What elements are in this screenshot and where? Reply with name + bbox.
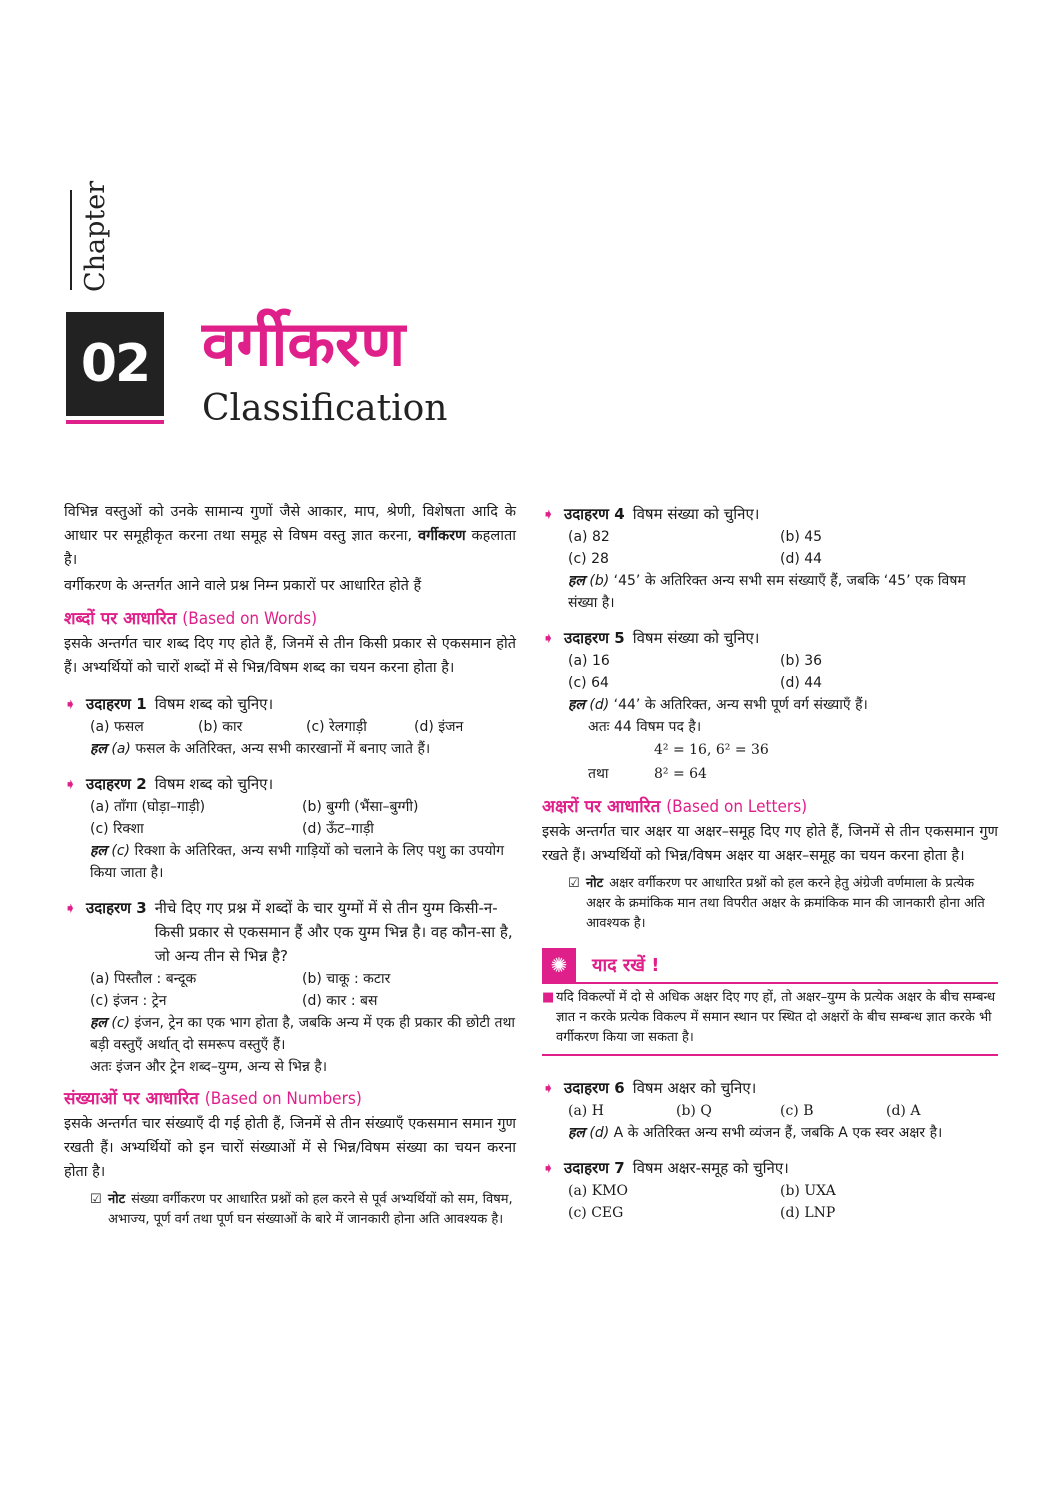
- example-options: [64, 716, 516, 738]
- example-label: उदाहरण 3: [86, 899, 147, 917]
- math-expression: 8² = 64: [654, 766, 707, 782]
- solution-line-2: अतः इंजन और ट्रेन शब्द–युग्म, अन्य से भिन्न है।: [90, 1059, 328, 1075]
- example-options: [64, 796, 516, 840]
- arrow-icon: ➧: [64, 695, 77, 713]
- solution-answer: (d): [589, 697, 610, 713]
- section-heading-en: (Based on Letters): [666, 797, 808, 817]
- note-text: अक्षर वर्गीकरण पर आधारित प्रश्नों को हल करने हेतु अंग्रेजी वर्णमाला के प्रत्येक अक्षर के क्रमांकिक मान तथा विपरीत अक्षर के क्रमांकिक मान की जानकारी होना अति आवश्यक है।: [586, 876, 985, 931]
- example-2: [64, 772, 516, 884]
- example-label: उदाहरण 2: [86, 775, 147, 793]
- option-c: (c) रिक्शा: [90, 821, 144, 837]
- option-b: (b) चाकू : कटार: [302, 971, 391, 987]
- solution: [64, 738, 516, 760]
- solution-line-2: अतः 44 विषम पद है।: [588, 719, 702, 735]
- solution-label: हल: [568, 1125, 585, 1141]
- math-line-2: [542, 762, 998, 786]
- solution: [542, 570, 998, 614]
- letters-section-text: इसके अन्तर्गत चार अक्षर या अक्षर–समूह दिए गए होते हैं, जिनमें से तीन एकसमान गुण रखते हैं। अभ्यर्थियों को भिन्न/विषम अक्षर या अक्षर–समूह का चयन करना होता है।: [542, 824, 998, 864]
- section-heading-en: (Based on Words): [182, 609, 318, 629]
- example-header: [542, 502, 998, 526]
- example-header: [542, 626, 998, 650]
- example-3: [64, 896, 516, 1078]
- option-b: (b) 45: [780, 529, 823, 545]
- solution: [542, 694, 998, 716]
- remember-title: याद रखें !: [592, 955, 660, 976]
- option-c: (c) 28: [568, 551, 609, 567]
- section-heading-en: (Based on Numbers): [204, 1089, 362, 1109]
- intro-bold-term: वर्गीकरण: [418, 528, 466, 544]
- example-5: [542, 626, 998, 786]
- intro-paragraph: [64, 500, 516, 572]
- option-d: (d) 44: [780, 675, 823, 691]
- solution: [64, 840, 516, 884]
- example-header: [542, 1156, 998, 1180]
- solution: [64, 1012, 516, 1056]
- chapter-word: Chapter: [80, 180, 111, 292]
- arrow-icon: ➧: [542, 1079, 555, 1097]
- solution-label: हल: [90, 843, 107, 859]
- option-b: (b) UXA: [780, 1183, 836, 1199]
- intro-text-end: कहलाता है।: [64, 528, 516, 568]
- remember-body: [542, 984, 998, 1050]
- option-a: (a) ताँगा (घोड़ा–गाड़ी): [90, 799, 206, 815]
- option-d: (d) 44: [780, 551, 823, 567]
- words-section-text: इसके अन्तर्गत चार शब्द दिए गए होते हैं, जिनमें से तीन किसी प्रकार से एकसमान होते हैं। अभ्यर्थियों को चारों शब्दों में से भिन्न/विषम शब्द का चयन करना होता है।: [64, 636, 516, 676]
- example-header: [542, 1076, 998, 1100]
- example-options: [542, 526, 998, 570]
- example-options: [64, 968, 516, 1012]
- example-label: उदाहरण 6: [564, 1079, 625, 1097]
- example-question: विषम संख्या को चुनिए।: [632, 629, 760, 647]
- example-question: विषम शब्द को चुनिए।: [154, 695, 274, 713]
- solution-text: A के अतिरिक्त अन्य सभी व्यंजन हैं, जबकि A एक स्वर अक्षर है।: [609, 1125, 943, 1141]
- chapter-rule: [70, 190, 72, 290]
- option-a: (a) फसल: [90, 719, 144, 735]
- option-d: (d) इंजन: [414, 719, 464, 735]
- option-d: (d) कार : बस: [302, 993, 378, 1009]
- example-label: उदाहरण 7: [564, 1159, 625, 1177]
- solution-label: हल: [90, 1015, 107, 1031]
- section-heading-hi: अक्षरों पर आधारित: [542, 797, 661, 817]
- chapter-title-english: Classification: [202, 388, 448, 429]
- remember-box: [542, 948, 998, 1056]
- solution-label: हल: [90, 741, 107, 757]
- example-label: उदाहरण 5: [564, 629, 625, 647]
- option-b: (b) Q: [676, 1103, 712, 1119]
- right-column: [542, 500, 998, 1224]
- section-heading-hi: शब्दों पर आधारित: [64, 609, 177, 629]
- example-question: विषम अक्षर-समूह को चुनिए।: [632, 1159, 789, 1177]
- option-a: (a) KMO: [568, 1183, 628, 1199]
- example-label: उदाहरण 1: [86, 695, 147, 713]
- example-label: उदाहरण 4: [564, 505, 625, 523]
- left-column: [64, 500, 516, 1230]
- option-d: (d) LNP: [780, 1205, 836, 1221]
- remember-header: [542, 948, 998, 984]
- solution-label: हल: [568, 573, 585, 589]
- section-heading-letters: [542, 794, 998, 820]
- solution-text: रिक्शा के अतिरिक्त, अन्य सभी गाड़ियों को चलाने के लिए पशु का उपयोग किया जाता है।: [90, 843, 504, 881]
- option-c: (c) CEG: [568, 1205, 624, 1221]
- solution-answer: (c): [111, 843, 131, 859]
- solution-answer: (b): [589, 573, 610, 589]
- example-question: विषम शब्द को चुनिए।: [154, 775, 274, 793]
- math-connector: तथा: [588, 766, 609, 782]
- option-c: (c) रेलगाड़ी: [306, 719, 367, 735]
- option-c: (c) 64: [568, 675, 609, 691]
- example-7: [542, 1156, 998, 1224]
- solution-answer: (d): [589, 1125, 610, 1141]
- note-letters: [542, 874, 998, 934]
- section-heading-numbers: [64, 1086, 516, 1112]
- example-question: विषम संख्या को चुनिए।: [632, 505, 760, 523]
- example-header: [64, 692, 516, 716]
- solution-text: ‘45’ के अतिरिक्त अन्य सभी सम संख्याएँ हैं, जबकि ‘45’ एक विषम संख्या है।: [568, 573, 966, 611]
- option-a: (a) 16: [568, 653, 610, 669]
- example-1: [64, 692, 516, 760]
- intro-paragraph-2: वर्गीकरण के अन्तर्गत आने वाले प्रश्न निम्न प्रकारों पर आधारित होते हैं: [64, 578, 422, 594]
- option-d: (d) ऊँट–गाड़ी: [302, 821, 374, 837]
- solution: [542, 1122, 998, 1144]
- chapter-underline: [66, 420, 164, 424]
- arrow-icon: ➧: [64, 899, 77, 917]
- note-numbers: [64, 1190, 516, 1230]
- solution-answer: (a): [111, 741, 131, 757]
- solution-answer: (c): [111, 1015, 131, 1031]
- option-d: (d) A: [886, 1103, 921, 1119]
- note-icon: ☑: [90, 1192, 102, 1207]
- solution-text: ‘44’ के अतिरिक्त, अन्य सभी पूर्ण वर्ग संख्याएँ हैं।: [609, 697, 868, 713]
- example-header: [64, 896, 516, 968]
- option-a: (a) 82: [568, 529, 610, 545]
- example-4: [542, 502, 998, 614]
- remember-text: यदि विकल्पों में दो से अधिक अक्षर दिए गए हों, तो अक्षर–युग्म के प्रत्येक अक्षर के बीच सम्बन्ध ज्ञात न करके प्रत्येक विकल्प में समान स्थान पर स्थित दो अक्षरों के बीच सम्बन्ध ज्ञात करके भी वर्गीकरण किया जा सकता है।: [556, 990, 996, 1045]
- arrow-icon: ➧: [64, 775, 77, 793]
- section-heading-words: [64, 606, 516, 632]
- solution-text: इंजन, ट्रेन का एक भाग होता है, जबकि अन्य में एक ही प्रकार की छोटी तथा बड़ी वस्तुएँ अर्थात् दो समरूप वस्तुएँ हैं।: [90, 1015, 516, 1053]
- example-options: [542, 1100, 998, 1122]
- arrow-icon: ➧: [542, 1159, 555, 1177]
- solution-text: फसल के अतिरिक्त, अन्य सभी कारखानों में बनाए जाते हैं।: [130, 741, 431, 757]
- example-6: [542, 1076, 998, 1144]
- option-c: (c) इंजन : ट्रेन: [90, 993, 167, 1009]
- lightbulb-icon: ✺: [542, 948, 576, 982]
- note-icon: ☑: [568, 876, 580, 891]
- example-question: नीचे दिए गए प्रश्न में शब्दों के चार युग्मों में से तीन युग्म किसी-न-किसी प्रकार से एकसमान हैं और एक युग्म भिन्न है। वह कौन-सा है, जो अन्य तीन से भिन्न है?: [154, 899, 513, 965]
- chapter-number: 02: [66, 312, 164, 416]
- arrow-icon: ➧: [542, 629, 555, 647]
- numbers-section-text: इसके अन्तर्गत चार संख्याएँ दी गई होती हैं, जिनमें से तीन संख्याएँ एकसमान समान गुण रखती हैं। अभ्यर्थियों को इन चारों संख्याओं में से भिन्न/विषम संख्या का चयन करना होता है।: [64, 1116, 516, 1180]
- option-a: (a) H: [568, 1103, 604, 1119]
- example-header: [64, 772, 516, 796]
- bullet-icon: ■: [542, 990, 555, 1005]
- example-options: [542, 1180, 998, 1224]
- arrow-icon: ➧: [542, 505, 555, 523]
- math-line-1: 4² = 16, 6² = 36: [654, 742, 769, 758]
- intro-text: विभिन्न वस्तुओं को उनके सामान्य गुणों जैसे आकार, माप, श्रेणी, विशेषता आदि के आधार पर समूहीकृत करना तथा समूह से विषम वस्तु ज्ञात करना,: [64, 504, 516, 544]
- example-question: विषम अक्षर को चुनिए।: [632, 1079, 757, 1097]
- solution-label: हल: [568, 697, 585, 713]
- note-label: नोट: [108, 1192, 126, 1207]
- option-b: (b) बुग्गी (भैंसा–बुग्गी): [302, 799, 419, 815]
- option-c: (c) B: [780, 1103, 814, 1119]
- chapter-title-hindi: वर्गीकरण: [202, 307, 406, 380]
- note-label: नोट: [586, 876, 604, 891]
- option-b: (b) 36: [780, 653, 823, 669]
- example-options: [542, 650, 998, 694]
- option-b: (b) कार: [198, 719, 243, 735]
- option-a: (a) पिस्तौल : बन्दूक: [90, 971, 197, 987]
- section-heading-hi: संख्याओं पर आधारित: [64, 1089, 199, 1109]
- note-text: संख्या वर्गीकरण पर आधारित प्रश्नों को हल करने से पूर्व अभ्यर्थियों को सम, विषम, अभाज्य, पूर्ण वर्ग तथा पूर्ण घन संख्याओं के बारे में जानकारी होना अति आवश्यक है।: [108, 1192, 513, 1227]
